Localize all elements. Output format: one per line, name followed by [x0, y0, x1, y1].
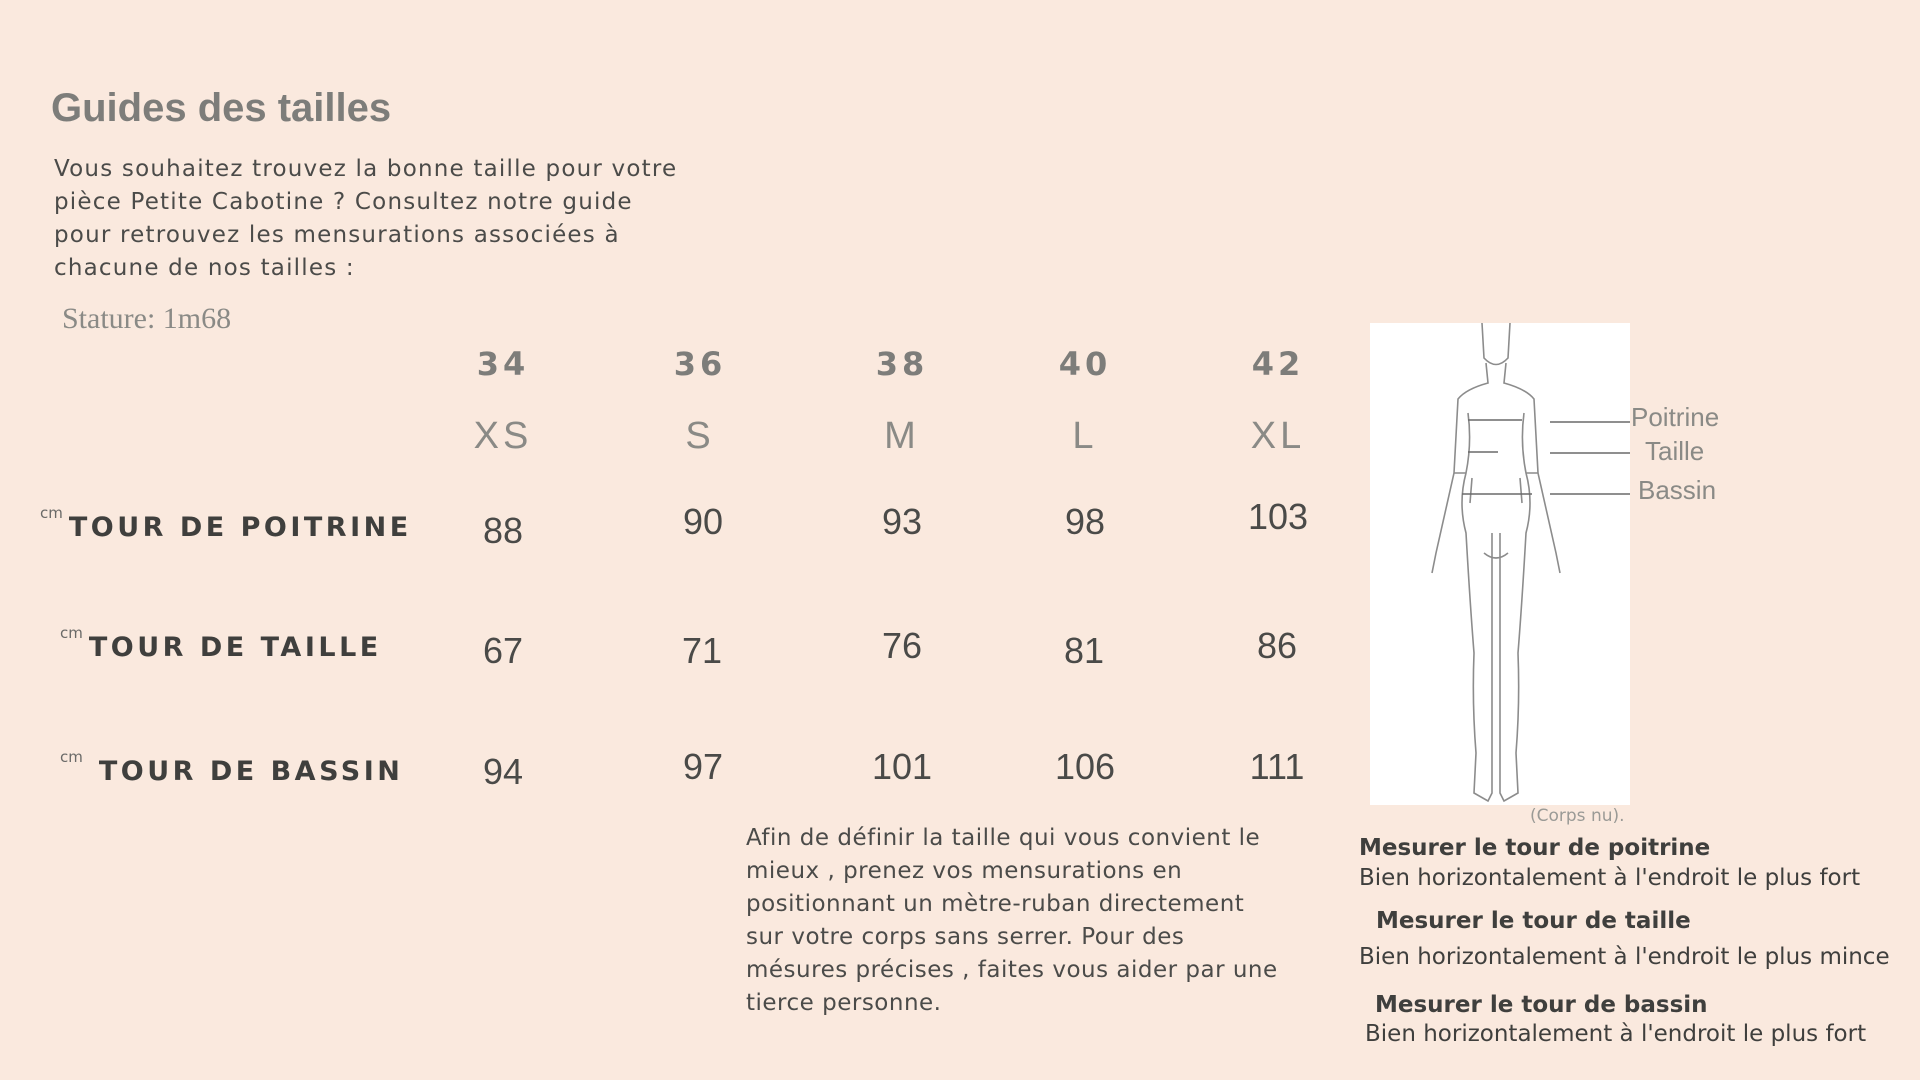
size-letter: L	[1072, 415, 1098, 457]
table-cell: 98	[1064, 501, 1106, 542]
measure-text: Bien horizontalement à l'endroit le plus mince	[1359, 944, 1890, 970]
table-cell: 93	[881, 501, 923, 542]
table-cell: 86	[1256, 625, 1298, 666]
figure-caption: (Corps nu).	[1530, 806, 1625, 826]
size-number: 36	[673, 345, 727, 383]
size-letter: XS	[473, 415, 533, 457]
size-number: 34	[476, 345, 530, 383]
advice-text: Afin de définir la taille qui vous convient le mieux , prenez vos mensurations en positionnant un mètre-ruban directement sur votre corps sans serrer. Pour des mésures précises , faites vous aider par une tierce personne.	[746, 825, 1278, 1016]
measure-lines	[1545, 410, 1635, 500]
table-cell: 103	[1247, 496, 1309, 537]
body-figure-image	[1370, 323, 1630, 805]
measure-text: Bien horizontalement à l'endroit le plus fort	[1359, 865, 1861, 891]
size-letter: M	[884, 415, 920, 457]
table-cell: 106	[1054, 746, 1116, 787]
measure-text: Bien horizontalement à l'endroit le plus fort	[1365, 1021, 1867, 1047]
table-cell: 88	[482, 510, 524, 551]
body-sketch-icon	[1370, 323, 1630, 805]
row-label-text: TOUR DE BASSIN	[98, 756, 404, 787]
intro-text: Vous souhaitez trouvez la bonne taille pour votre pièce Petite Cabotine ? Consultez notre guide pour retrouvez les mensurations associées à chacune de nos tailles :	[54, 156, 678, 281]
table-cell: 111	[1249, 746, 1305, 787]
size-number: 38	[875, 345, 929, 383]
size-number: 42	[1251, 345, 1305, 383]
row-label-poitrine	[40, 504, 412, 543]
stature-label: Stature: 1m68	[62, 302, 232, 335]
figure-label-bassin: Bassin	[1638, 475, 1717, 505]
unit-label: cm	[40, 504, 63, 522]
size-letter: S	[685, 415, 715, 457]
table-cell: 97	[682, 746, 724, 787]
unit-label: cm	[60, 748, 83, 766]
measure-heading: Mesurer le tour de poitrine	[1359, 835, 1711, 861]
row-label-taille	[60, 624, 382, 663]
table-cell: 94	[482, 751, 524, 792]
row-label-text: TOUR DE TAILLE	[88, 632, 382, 663]
table-cell: 67	[482, 630, 524, 671]
table-cell: 81	[1063, 630, 1105, 671]
measure-heading: Mesurer le tour de taille	[1376, 908, 1691, 934]
table-cell: 71	[681, 630, 723, 671]
page-title: Guides des tailles	[51, 86, 392, 130]
row-label-text: TOUR DE POITRINE	[68, 512, 412, 543]
row-label-bassin	[60, 748, 404, 787]
unit-label: cm	[60, 624, 83, 642]
figure-label-poitrine: Poitrine	[1631, 402, 1720, 432]
figure-label-taille: Taille	[1645, 436, 1705, 466]
size-number: 40	[1058, 345, 1112, 383]
table-cell: 101	[871, 746, 933, 787]
size-letter: XL	[1250, 415, 1306, 457]
table-cell: 90	[682, 501, 724, 542]
measure-heading: Mesurer le tour de bassin	[1375, 992, 1708, 1018]
table-cell: 76	[881, 625, 923, 666]
